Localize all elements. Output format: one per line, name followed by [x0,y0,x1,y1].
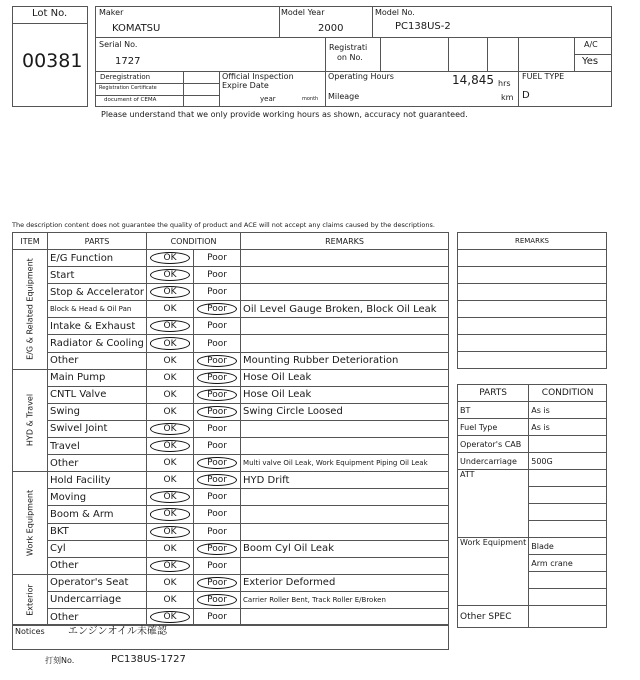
side-remarks-row [458,301,607,318]
part-name: Moving [48,489,147,506]
condition-poor[interactable]: Poor [194,489,241,506]
table-row [13,608,449,625]
mileage-label: Mileage [328,92,360,101]
table-row [13,438,449,455]
side-parts-row [458,453,607,470]
category-cell [13,472,48,575]
side-part-name: Fuel Type [458,419,529,436]
condition-ok[interactable]: OK [147,472,194,489]
category-cell [13,574,48,625]
side-part-condition [529,572,607,589]
part-name: CNTL Valve [48,386,147,403]
table-row [13,540,449,557]
side-part-condition [529,487,607,504]
remarks-cell [241,267,449,284]
condition-poor[interactable]: Poor [194,386,241,403]
part-name: Swing [48,403,147,420]
remarks-cell [241,557,449,574]
part-name: Start [48,267,147,284]
table-row [13,420,449,437]
part-name: Block & Head & Oil Pan [48,301,147,318]
table-row [13,318,449,335]
condition-poor[interactable]: Poor [194,523,241,540]
remarks-header: REMARKS [241,233,449,250]
operating-hours-label: Operating Hours [328,72,394,81]
disclaimer: The description content does not guarantee the quality of product and ACE will not accept any claims caused by the descriptions. [12,221,435,229]
inspection-label: Official Inspection [222,72,294,81]
remarks-cell: Mounting Rubber Deterioration [241,352,449,369]
month-label: month [302,96,319,102]
side-part-condition [529,436,607,453]
condition-ok[interactable]: OK [147,352,194,369]
condition-poor[interactable]: Poor [194,608,241,625]
condition-ok[interactable]: OK [147,608,194,625]
remarks-cell: Exterior Deformed [241,574,449,591]
side-parts-row [458,470,607,487]
table-row [13,284,449,301]
condition-poor[interactable]: Poor [194,591,241,608]
condition-poor[interactable]: Poor [194,369,241,386]
table-row [13,250,449,267]
km-unit: km [501,93,514,102]
notices-label: Notices [15,627,45,636]
remarks-cell: HYD Drift [241,472,449,489]
side-part-name: Other SPEC [458,606,529,628]
reg-cert-label: Registration Certificate [99,85,157,91]
fuel-type-label: FUEL TYPE [522,72,565,81]
condition-poor[interactable]: Poor [194,301,241,318]
table-row [13,386,449,403]
table-row [13,472,449,489]
table-row [13,352,449,369]
condition-ok[interactable]: OK [147,267,194,284]
stamp-value: PC138US-1727 [111,654,186,665]
model-year-value: 2000 [318,23,344,34]
condition-ok[interactable]: OK [147,489,194,506]
fuel-type-value: D [522,90,530,101]
table-row [13,506,449,523]
category-cell [13,250,48,370]
category-label: HYD & Travel [25,394,35,447]
remarks-cell: Boom Cyl Oil Leak [241,540,449,557]
condition-poor[interactable]: Poor [194,284,241,301]
side-part-name: Work Equipment [458,538,529,606]
category-cell [13,369,48,472]
side-part-name: ATT [458,470,529,538]
remarks-cell [241,284,449,301]
side-parts-table [457,384,607,628]
category-label: Exterior [25,584,35,616]
part-name: Cyl [48,540,147,557]
side-part-name: Undercarriage [458,453,529,470]
condition-ok[interactable]: OK [147,369,194,386]
part-name: BKT [48,523,147,540]
condition-ok[interactable]: OK [147,250,194,267]
item-header: ITEM [13,233,48,250]
condition-ok[interactable]: OK [147,506,194,523]
deregistration-label: Deregistration [100,73,151,81]
part-name: Other [48,608,147,625]
inspection-table [12,232,449,626]
part-name: Operator's Seat [48,574,147,591]
condition-ok[interactable]: OK [147,403,194,420]
table-row [13,369,449,386]
condition-poor[interactable]: Poor [194,335,241,352]
side-part-condition: As is [529,402,607,419]
table-row [13,301,449,318]
table-row [13,403,449,420]
remarks-cell: Swing Circle Loosed [241,403,449,420]
side-part-condition [529,589,607,606]
remarks-cell [241,438,449,455]
condition-poor[interactable]: Poor [194,250,241,267]
condition-poor[interactable]: Poor [194,438,241,455]
remarks-cell: Carrier Roller Bent, Track Roller E/Broken [241,591,449,608]
table-row [13,557,449,574]
cema-label: document of CEMA [104,97,157,103]
condition-header: CONDITION [147,233,241,250]
side-parts-row [458,436,607,453]
condition-ok[interactable]: OK [147,318,194,335]
remarks-cell: Hose Oil Leak [241,369,449,386]
side-remarks-row [458,267,607,284]
side-part-name: BT [458,402,529,419]
part-name: Stop & Accelerator [48,284,147,301]
ac-value: Yes [582,56,599,67]
remarks-cell [241,318,449,335]
part-name: Other [48,455,147,472]
part-name: Swivel Joint [48,420,147,437]
condition-ok[interactable]: OK [147,438,194,455]
part-name: Other [48,352,147,369]
part-name: Radiator & Cooling [48,335,147,352]
side-parts-row [458,419,607,436]
side-part-name: Operator's CAB [458,436,529,453]
registration-label: Registrati [329,43,368,52]
remarks-cell [241,523,449,540]
category-label: Work Equipment [25,489,35,557]
category-label: E/G & Related Equipment [25,258,35,361]
condition-ok[interactable]: OK [147,386,194,403]
side-part-condition [529,504,607,521]
remarks-cell: Multi valve Oil Leak, Work Equipment Piping Oil Leak [241,455,449,472]
serial-value: 1727 [115,56,141,67]
condition-poor[interactable]: Poor [194,318,241,335]
part-name: Undercarriage [48,591,147,608]
condition-ok[interactable]: OK [147,591,194,608]
model-year-label: Model Year [281,8,325,17]
inspection-header-row [13,233,449,250]
side-remarks-row [458,352,607,369]
serial-label: Serial No. [99,40,138,49]
remarks-cell [241,506,449,523]
model-no-value: PC138US-2 [395,21,451,32]
condition-ok[interactable]: OK [147,557,194,574]
part-name: Boom & Arm [48,506,147,523]
parts-header: PARTS [48,233,147,250]
condition-ok[interactable]: OK [147,540,194,557]
side-parts-header: PARTS [458,385,529,402]
side-remarks-row [458,335,607,352]
table-row [13,335,449,352]
condition-poor[interactable]: Poor [194,540,241,557]
registration-label-2: on No. [337,53,363,62]
remarks-cell: Hose Oil Leak [241,386,449,403]
table-row [13,455,449,472]
side-part-condition: As is [529,419,607,436]
part-name: Main Pump [48,369,147,386]
working-hours-notice: Please understand that we only provide working hours as shown, accuracy not guaranteed. [101,110,468,119]
condition-poor[interactable]: Poor [194,557,241,574]
remarks-cell [241,335,449,352]
inspection-label-2: Expire Date [222,81,269,90]
remarks-cell [241,420,449,437]
remarks-cell: Oil Level Gauge Broken, Block Oil Leak [241,301,449,318]
condition-ok[interactable]: OK [147,420,194,437]
condition-poor[interactable]: Poor [194,455,241,472]
condition-poor[interactable]: Poor [194,506,241,523]
maker-label: Maker [99,8,124,17]
condition-poor[interactable]: Poor [194,403,241,420]
side-parts-row [458,402,607,419]
side-parts-row [458,538,607,555]
table-row [13,591,449,608]
table-row [13,267,449,284]
model-no-label: Model No. [375,8,415,17]
condition-ok[interactable]: OK [147,574,194,591]
maker-value: KOMATSU [112,23,161,34]
side-part-condition: 500G [529,453,607,470]
table-row [13,574,449,591]
side-remarks-table [457,232,607,369]
side-parts-row [458,606,607,628]
condition-poor[interactable]: Poor [194,574,241,591]
side-part-condition [529,606,607,628]
lot-label: Lot No. [32,8,68,19]
remarks-cell [241,489,449,506]
part-name: Other [48,557,147,574]
part-name: Intake & Exhaust [48,318,147,335]
year-label: year [260,95,276,103]
side-part-condition: Arm crane [529,555,607,572]
table-row [13,523,449,540]
condition-ok[interactable]: OK [147,455,194,472]
side-condition-header: CONDITION [529,385,607,402]
condition-ok[interactable]: OK [147,284,194,301]
lot-number: 00381 [22,50,83,72]
remarks-cell [241,250,449,267]
part-name: Travel [48,438,147,455]
part-name: Hold Facility [48,472,147,489]
stamp-label: 打刻No. [45,656,75,665]
condition-poor[interactable]: Poor [194,420,241,437]
side-remarks-row [458,284,607,301]
part-name: E/G Function [48,250,147,267]
condition-poor[interactable]: Poor [194,472,241,489]
condition-ok[interactable]: OK [147,523,194,540]
side-remarks-row [458,250,607,267]
operating-hours-value: 14,845 [452,73,494,87]
side-part-condition [529,521,607,538]
condition-poor[interactable]: Poor [194,352,241,369]
condition-ok[interactable]: OK [147,335,194,352]
condition-ok[interactable]: OK [147,301,194,318]
side-remarks-header: REMARKS [458,233,607,250]
side-part-condition [529,470,607,487]
remarks-cell [241,608,449,625]
notices-text: エンジンオイル未確認 [68,626,167,637]
condition-poor[interactable]: Poor [194,267,241,284]
side-remarks-row [458,318,607,335]
side-part-condition: Blade [529,538,607,555]
table-row [13,489,449,506]
hrs-unit: hrs [498,79,511,88]
ac-label: A/C [584,40,598,49]
